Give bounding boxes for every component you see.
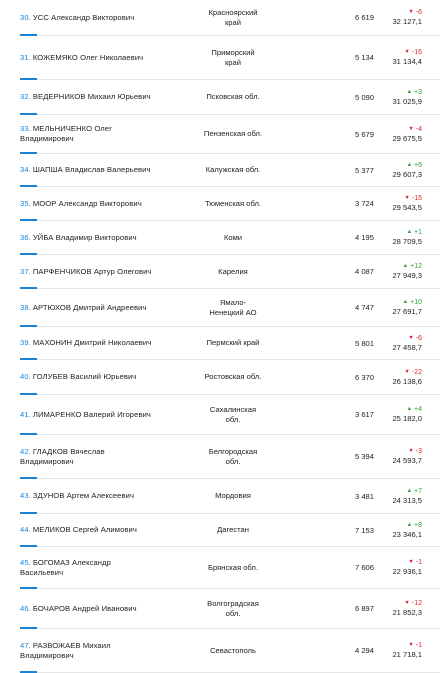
region-line: Красноярский <box>208 7 258 17</box>
rank-number: 34. <box>20 165 31 174</box>
triangle-down-icon: ▼ <box>404 49 410 55</box>
rank-change <box>408 126 422 134</box>
rank-change <box>404 195 422 203</box>
score-value: 25 182,0 <box>392 414 422 423</box>
votes-count: 4 087 <box>354 267 374 276</box>
table-row <box>20 80 440 115</box>
region <box>188 646 278 656</box>
table-row <box>20 327 440 360</box>
name-line: МООР Александр Викторович <box>32 198 142 208</box>
region <box>188 199 278 209</box>
triangle-down-icon: ▼ <box>408 125 414 132</box>
rank-number: 47. <box>20 640 31 650</box>
governor-name <box>20 447 188 467</box>
table-row <box>20 115 440 154</box>
votes-count: 5 394 <box>354 452 374 461</box>
rank-change <box>404 369 422 377</box>
triangle-up-icon: ▲ <box>406 406 413 412</box>
triangle-down-icon: ▼ <box>408 9 414 15</box>
name-line: ГЛАДКОВ Вячеслав <box>32 446 105 456</box>
rank-change <box>408 559 422 567</box>
region <box>188 92 278 102</box>
score-value: 24 593,7 <box>392 456 422 465</box>
score-value: 31 134,4 <box>392 57 422 66</box>
region-line: Дагестан <box>217 525 249 534</box>
votes-count: 5 134 <box>354 53 374 62</box>
rank-number: 33. <box>20 124 31 133</box>
votes-count: 5 801 <box>354 338 374 348</box>
region-line: Ростовская обл. <box>204 372 262 381</box>
rank-change <box>407 89 422 97</box>
rank-change <box>408 448 422 456</box>
governor-name <box>20 372 188 382</box>
rank-change <box>407 488 422 496</box>
region-line: обл. <box>225 608 241 618</box>
name-line: МЕЛЬНИЧЕНКО Олег <box>32 124 112 133</box>
table-row <box>20 547 440 589</box>
rank-change <box>404 49 422 57</box>
table-row <box>20 154 440 187</box>
rank-number: 42. <box>20 446 31 456</box>
rank-number: 43. <box>20 491 31 500</box>
rank-change <box>407 406 422 414</box>
score-value: 27 949,3 <box>392 271 422 280</box>
name-line: ВЕДЕРНИКОВ Михаил Юрьевич <box>32 92 151 101</box>
table-row <box>20 629 440 673</box>
votes-count: 7 606 <box>354 563 374 572</box>
region-line: край <box>224 17 241 27</box>
triangle-up-icon: ▲ <box>402 263 409 269</box>
name-line: МЕЛИКОВ Сергей Алимович <box>32 525 137 534</box>
score-value: 29 543,5 <box>392 203 422 212</box>
score-cell <box>374 195 422 212</box>
score-value: 24 313,5 <box>392 495 422 505</box>
triangle-down-icon: ▼ <box>408 559 414 565</box>
region <box>188 338 278 348</box>
votes-count: 3 617 <box>354 410 374 419</box>
score-cell <box>374 162 422 179</box>
region-line: обл. <box>225 414 241 424</box>
region-line: Сахалинская <box>209 404 257 414</box>
score-cell <box>374 335 422 352</box>
region <box>188 525 278 535</box>
rank-number: 32. <box>20 92 31 101</box>
score-value: 32 127,1 <box>392 17 422 26</box>
rank-change-value: -12 <box>411 600 422 607</box>
region <box>188 8 278 28</box>
table-row <box>20 255 440 289</box>
table-row <box>20 0 440 36</box>
region <box>188 491 278 501</box>
governor-name <box>20 165 188 175</box>
region <box>188 405 278 425</box>
name-line: КОЖЕМЯКО Олег Николаевич <box>32 52 144 62</box>
score-cell <box>374 369 422 386</box>
rank-change-value: -4 <box>415 125 422 133</box>
rank-change <box>408 642 422 650</box>
votes-count: 4 294 <box>354 646 374 655</box>
score-cell <box>374 229 422 246</box>
votes-count: 6 619 <box>354 13 374 22</box>
region <box>188 48 278 68</box>
rank-change-value: +7 <box>414 487 422 495</box>
region-line: Пермский край <box>206 338 260 347</box>
governor-name <box>20 338 188 348</box>
score-cell <box>374 406 422 423</box>
region-line: Севастополь <box>210 645 256 655</box>
name-line: Владимирович <box>20 456 74 466</box>
votes-count: 6 370 <box>354 372 374 382</box>
score-value: 23 346,1 <box>392 529 422 539</box>
governor-name <box>20 641 188 661</box>
score-value: 31 025,9 <box>392 96 422 106</box>
name-line: ШАПША Владислав Валерьевич <box>32 165 151 174</box>
triangle-down-icon: ▼ <box>404 600 410 606</box>
table-row <box>20 221 440 255</box>
region-line: Карелия <box>218 266 248 276</box>
rank-number: 35. <box>20 198 31 208</box>
region <box>188 563 278 573</box>
triangle-up-icon: ▲ <box>406 88 413 95</box>
triangle-up-icon: ▲ <box>406 487 413 494</box>
name-line: Васильевич <box>20 567 64 577</box>
rank-change <box>403 299 422 307</box>
name-line: Владимирович <box>20 650 74 660</box>
region <box>188 165 278 175</box>
triangle-down-icon: ▼ <box>404 368 410 375</box>
triangle-up-icon: ▲ <box>406 229 413 235</box>
rank-number: 38. <box>20 302 31 312</box>
rank-change-value: -1 <box>415 642 422 649</box>
region-line: Мордовия <box>215 491 251 500</box>
rank-change-value: -15 <box>411 195 422 202</box>
score-cell <box>374 89 422 106</box>
rank-change-value: -16 <box>411 49 422 56</box>
region <box>188 233 278 243</box>
name-line: ГОЛУБЕВ Василий Юрьевич <box>32 372 137 381</box>
region <box>188 599 278 619</box>
region <box>188 267 278 277</box>
rank-number: 40. <box>20 372 31 381</box>
table-row <box>20 289 440 327</box>
region-line: обл. <box>225 456 241 466</box>
rank-change-value: -1 <box>415 559 422 566</box>
name-line: УЙБА Владимир Викторович <box>32 232 137 242</box>
rank-change <box>408 335 422 343</box>
rank-change-value: -22 <box>411 368 422 376</box>
governor-name <box>20 233 188 243</box>
governor-name <box>20 558 188 578</box>
governor-name <box>20 13 188 23</box>
governor-name <box>20 92 188 102</box>
rank-change <box>404 600 422 608</box>
score-value: 29 675,5 <box>392 133 422 143</box>
governor-name <box>20 303 188 313</box>
score-cell <box>374 522 422 539</box>
region-line: Белгородская <box>208 446 258 456</box>
rank-change <box>407 162 422 170</box>
score-value: 21 718,1 <box>392 650 422 659</box>
name-line: ЛИМАРЕНКО Валерий Игоревич <box>32 409 151 419</box>
rank-change-value: +1 <box>414 229 422 236</box>
table-row <box>20 589 440 629</box>
name-line: АРТЮХОВ Дмитрий Андреевич <box>32 302 147 312</box>
rank-number: 37. <box>20 266 31 276</box>
score-cell <box>374 49 422 66</box>
region-line: Волгоградская <box>207 598 259 608</box>
name-line: МАХОНИН Дмитрий Николаевич <box>32 338 152 347</box>
score-cell <box>374 600 422 617</box>
triangle-down-icon: ▼ <box>408 334 414 341</box>
score-value: 26 138,6 <box>392 376 422 386</box>
name-line: УСС Александр Викторович <box>32 12 135 22</box>
votes-count: 3 481 <box>354 491 374 501</box>
governor-name <box>20 124 188 144</box>
governor-name <box>20 604 188 614</box>
rank-number: 31. <box>20 52 31 62</box>
governor-name <box>20 491 188 501</box>
rank-change-value: -3 <box>415 448 422 455</box>
score-cell <box>374 559 422 576</box>
triangle-up-icon: ▲ <box>406 161 413 168</box>
score-value: 29 607,3 <box>392 169 422 179</box>
votes-count: 5 679 <box>354 129 374 139</box>
rank-change-value: +4 <box>414 406 422 413</box>
votes-count: 5 377 <box>354 165 374 175</box>
rank-change-value: +3 <box>414 88 422 96</box>
triangle-down-icon: ▼ <box>408 642 414 648</box>
rank-number: 30. <box>20 12 31 22</box>
score-value: 21 852,3 <box>392 608 422 617</box>
region-line: Калужская обл. <box>205 165 261 174</box>
name-line: ЗДУНОВ Артем Алексеевич <box>32 491 135 500</box>
score-cell <box>374 9 422 26</box>
rank-number: 45. <box>20 557 31 567</box>
triangle-down-icon: ▼ <box>408 448 414 454</box>
votes-count: 3 724 <box>354 199 374 208</box>
votes-count: 5 090 <box>354 92 374 102</box>
table-row <box>20 360 440 395</box>
rank-change-value: +8 <box>414 521 422 529</box>
region-line: Ненецкий АО <box>209 307 257 317</box>
region-line: Пензенская обл. <box>203 129 263 138</box>
name-line: БОЧАРОВ Андрей Иванович <box>32 603 137 613</box>
name-line: РАЗВОЖАЕВ Михаил <box>32 640 111 650</box>
votes-count: 4 195 <box>354 233 374 242</box>
region-line: Приморский <box>211 47 255 57</box>
governor-name <box>20 53 188 63</box>
triangle-down-icon: ▼ <box>404 195 410 201</box>
triangle-up-icon: ▲ <box>406 521 413 528</box>
score-cell <box>374 126 422 143</box>
name-line: Владимирович <box>20 134 74 143</box>
votes-count: 7 153 <box>354 525 374 535</box>
table-row <box>20 435 440 479</box>
score-cell <box>374 448 422 465</box>
rank-change <box>408 9 422 17</box>
score-value: 28 709,5 <box>392 237 422 246</box>
region <box>188 447 278 467</box>
rank-change-value: +12 <box>410 263 422 270</box>
governor-name <box>20 199 188 209</box>
votes-count: 6 897 <box>354 604 374 613</box>
rank-number: 41. <box>20 409 31 419</box>
triangle-up-icon: ▲ <box>402 299 409 305</box>
table-row <box>20 36 440 80</box>
score-cell <box>374 263 422 280</box>
rank-number: 36. <box>20 232 31 242</box>
rank-change <box>407 522 422 530</box>
rank-number: 39. <box>20 338 31 347</box>
score-cell <box>374 299 422 316</box>
region-line: Брянская обл. <box>208 562 258 572</box>
region-line: край <box>224 57 241 67</box>
score-cell <box>374 488 422 505</box>
region-line: Псковская обл. <box>206 92 260 101</box>
rank-change-value: +6 <box>414 161 422 169</box>
rank-change <box>407 229 422 237</box>
votes-count: 4 747 <box>354 303 374 312</box>
rank-number: 46. <box>20 603 31 613</box>
region-line: Коми <box>223 232 243 242</box>
score-value: 27 691,7 <box>392 307 422 316</box>
table-row <box>20 514 440 547</box>
region <box>188 298 278 318</box>
rank-number: 44. <box>20 525 31 534</box>
governor-name <box>20 525 188 535</box>
rank-change <box>403 263 422 271</box>
table-row <box>20 479 440 514</box>
table-row <box>20 395 440 435</box>
rank-change-value: -6 <box>415 9 422 16</box>
rank-change-value: +10 <box>410 299 422 306</box>
governor-name <box>20 267 188 277</box>
governor-name <box>20 410 188 420</box>
score-cell <box>374 642 422 659</box>
region <box>188 372 278 382</box>
region-line: Тюменская обл. <box>204 198 262 208</box>
region <box>188 129 278 139</box>
rank-change-value: -6 <box>415 334 422 342</box>
score-value: 22 936,1 <box>392 567 422 576</box>
name-line: ПАРФЕНЧИКОВ Артур Олегович <box>32 266 152 276</box>
score-value: 27 458,7 <box>392 342 422 352</box>
name-line: БОГОМАЗ Александр <box>32 557 111 567</box>
region-line: Ямало- <box>219 297 247 307</box>
table-row <box>20 187 440 221</box>
